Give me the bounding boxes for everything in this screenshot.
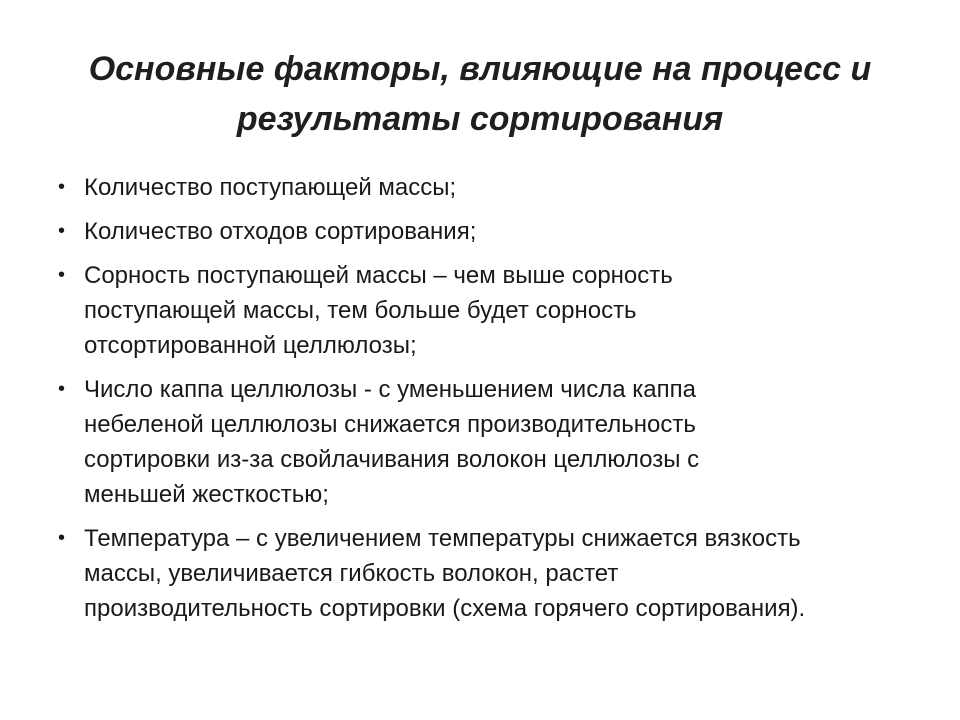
bullet-dot-icon: • [58, 378, 66, 400]
bullet-dot-icon: • [58, 527, 66, 549]
bullet-text: Температура – с увеличением температуры снижается вязкость массы, увеличивается гибкость волокон, растет производительность сортировки (схема горячего сортирования). [84, 525, 806, 622]
slide-title-line: Основные факторы, влияющие на процесс и [88, 50, 872, 88]
bullet-item [58, 258, 908, 363]
bullet-item [58, 521, 908, 626]
bullet-text: Количество поступающей массы; [84, 174, 457, 201]
bullet-text: Сорность поступающей массы – чем выше сорность поступающей массы, тем больше будет сорность отсортированной целлюлозы; [84, 262, 673, 359]
slide-title-line: результаты сортирования [236, 100, 724, 138]
bullet-list [58, 170, 908, 635]
bullet-dot-icon: • [58, 176, 66, 198]
slide-title [40, 44, 920, 144]
bullet-item [58, 214, 908, 249]
bullet-item [58, 170, 908, 205]
bullet-item [58, 372, 908, 512]
bullet-dot-icon: • [58, 264, 66, 286]
bullet-dot-icon: • [58, 220, 66, 242]
bullet-text: Число каппа целлюлозы - с уменьшением числа каппа небеленой целлюлозы снижается производительность сортировки из-за свойлачивания волокон целлюлозы с меньшей жесткостью; [84, 376, 700, 508]
bullet-text: Количество отходов сортирования; [84, 218, 477, 245]
